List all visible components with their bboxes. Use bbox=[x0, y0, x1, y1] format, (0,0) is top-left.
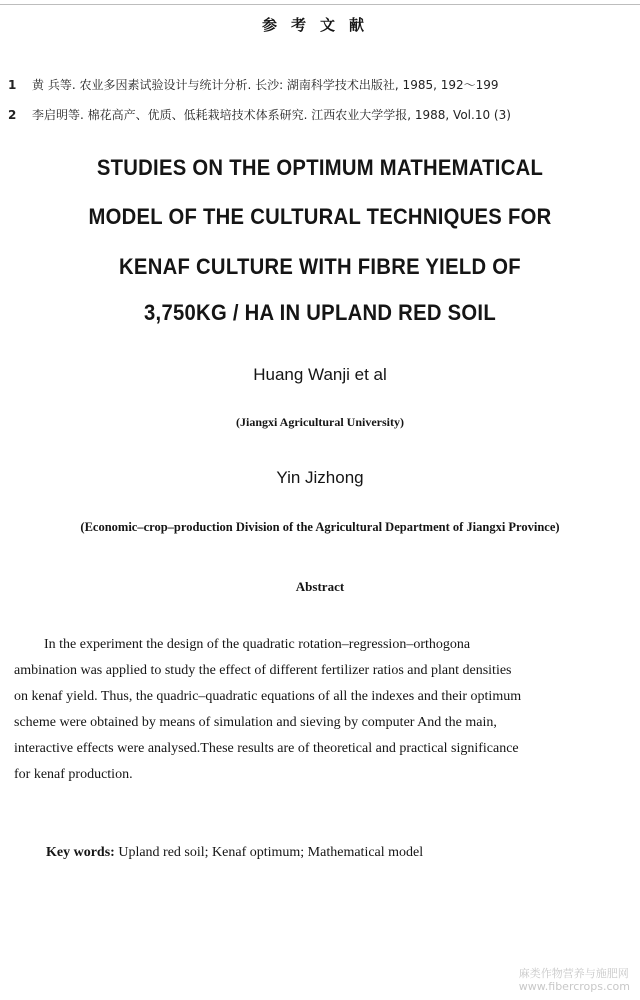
references-heading: 参考文献 bbox=[261, 16, 378, 34]
reference-number: 2 bbox=[8, 108, 17, 122]
keywords-label: Key words: bbox=[46, 845, 115, 860]
author-affiliation: (Jiangxi Agricultural University) bbox=[236, 415, 404, 429]
abstract-line: on kenaf yield. Thus, the quadric–quadratic equations of all the indexes and their optimum bbox=[14, 689, 522, 704]
abstract-line: ambination was applied to study the effect of different fertilizer ratios and plant densities bbox=[14, 663, 512, 678]
abstract-line: for kenaf production. bbox=[14, 767, 133, 782]
watermark-url: www.fibercrops.com bbox=[518, 980, 630, 993]
abstract-heading: Abstract bbox=[295, 579, 345, 594]
author-affiliation: (Economic–crop–production Division of the Agricultural Department of Jiangxi Province) bbox=[80, 520, 560, 534]
paper-title-line-2: MODEL OF THE CULTURAL TECHNIQUES FOR bbox=[88, 204, 552, 229]
abstract-body bbox=[14, 632, 634, 788]
reference-item bbox=[8, 106, 638, 123]
watermark bbox=[519, 967, 630, 993]
watermark-line: 麻类作物营养与施肥网 bbox=[518, 967, 629, 980]
reference-item bbox=[8, 76, 638, 93]
author-name: Huang Wanji et al bbox=[253, 365, 387, 384]
keywords-text: Upland red soil; Kenaf optimum; Mathematical model bbox=[118, 845, 424, 860]
reference-text: 李启明等. 棉花高产、优质、低耗栽培技术体系研究. 江西农业大学学报, 1988, Vol.10 (3) bbox=[32, 108, 511, 122]
top-rule bbox=[0, 4, 640, 5]
abstract-line: interactive effects were analysed.These results are of theoretical and practical significance bbox=[14, 741, 519, 756]
keywords bbox=[46, 845, 423, 861]
paper-title-line-3: KENAF CULTURE WITH FIBRE YIELD OF bbox=[119, 254, 521, 279]
reference-text: 黄 兵等. 农业多因素试验设计与统计分析. 长沙: 湖南科学技术出版社, 1985, 192～199 bbox=[32, 78, 499, 92]
author-name: Yin Jizhong bbox=[276, 468, 364, 487]
paper-title-line-4: 3,750KG / HA IN UPLAND RED SOIL bbox=[144, 300, 496, 325]
abstract-line: In the experiment the design of the quadratic rotation–regression–orthogona bbox=[44, 637, 471, 652]
paper-title-line-1: STUDIES ON THE OPTIMUM MATHEMATICAL bbox=[96, 155, 544, 180]
abstract-line: scheme were obtained by means of simulation and sieving by computer And the main, bbox=[14, 715, 497, 730]
reference-number: 1 bbox=[8, 78, 17, 92]
